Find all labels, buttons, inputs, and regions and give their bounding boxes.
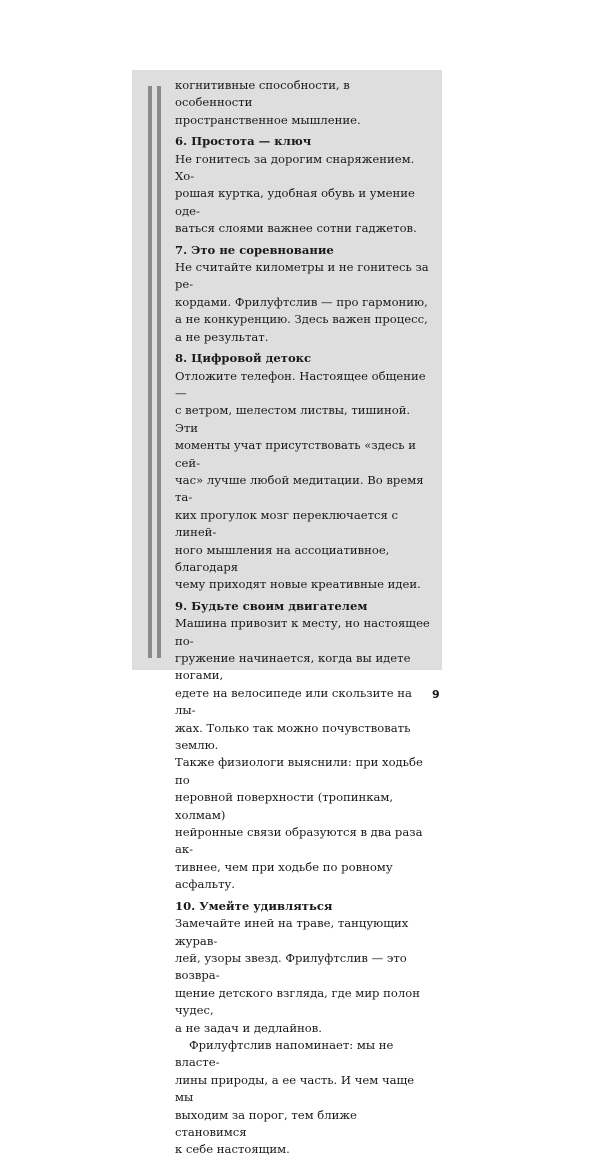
page-number: 9	[432, 688, 440, 701]
decorative-rule	[148, 86, 152, 658]
text-line: щение детского взгляда, где мир полон чудес,	[175, 985, 420, 1018]
text-line: а не задач и дедлайнов.	[175, 1020, 322, 1035]
closing-line: лины природы, а ее часть. И чем чаще мы	[175, 1072, 415, 1105]
text-line: час» лучше любой медитации. Во время та-	[175, 472, 424, 505]
text-line: кордами. Фрилуфтслив — про гармонию,	[175, 294, 428, 309]
text-line: гружение начинается, когда вы идете ногами,	[175, 651, 411, 683]
text-line: Машина привозит к месту, но настоящее по-	[175, 616, 430, 648]
text-line: едете на велосипеде или скользите на лы-	[175, 685, 412, 718]
text-line: чему приходят новые креативные идеи.	[175, 577, 421, 592]
section-heading: 7. Это не соревнование	[175, 242, 334, 257]
text-line: ваться слоями важнее сотни гаджетов.	[175, 221, 417, 236]
text-line: моменты учат присутствовать «здесь и сей-	[175, 438, 416, 470]
text-line: Отложите телефон. Настоящее общение —	[175, 368, 426, 400]
text-line: лей, узоры звезд. Фрилуфтслив — это возвра-	[175, 950, 407, 983]
text-line: когнитивные способности, в особенности	[175, 78, 350, 110]
panel-text	[175, 77, 430, 1159]
text-line: рошая куртка, удобная обувь и умение оде-	[175, 186, 415, 218]
text-line: а не результат.	[175, 329, 269, 344]
text-line: ного мышления на ассоциативное, благодаря	[175, 542, 390, 574]
section-heading: 9. Будьте своим двигателем	[175, 598, 368, 613]
text-line: а не конкуренцию. Здесь важен процесс,	[175, 312, 428, 327]
decorative-rule	[157, 86, 161, 658]
text-line: тивнее, чем при ходьбе по ровному асфальту.	[175, 859, 393, 892]
closing-line: к себе настоящим.	[175, 1142, 290, 1157]
text-line: ких прогулок мозг переключается с линей-	[175, 507, 398, 540]
closing-line: Фрилуфтслив напоминает: мы не власте-	[175, 1037, 394, 1070]
text-line: Также физиологи выяснили: при ходьбе по	[175, 755, 423, 787]
text-line: с ветром, шелестом листвы, тишиной. Эти	[175, 403, 411, 435]
section-heading: 8. Цифровой детокс	[175, 351, 312, 366]
text-line: нейронные связи образуются в два раза ак-	[175, 825, 423, 857]
closing-line: выходим за порог, тем ближе становимся	[175, 1107, 357, 1139]
text-line: жах. Только так можно почувствовать землю.	[175, 720, 411, 753]
text-line: Не считайте километры и не гонитесь за ре-	[175, 260, 429, 292]
text-line: пространственное мышление.	[175, 112, 361, 127]
text-line: Замечайте иней на траве, танцующих журав-	[175, 916, 409, 948]
text-line: неровной поверхности (тропинкам, холмам)	[175, 790, 394, 822]
section-heading: 6. Простота — ключ	[175, 134, 312, 149]
text-line: Не гонитесь за дорогим снаряжением. Хо-	[175, 151, 415, 184]
section-heading: 10. Умейте удивляться	[175, 898, 333, 913]
